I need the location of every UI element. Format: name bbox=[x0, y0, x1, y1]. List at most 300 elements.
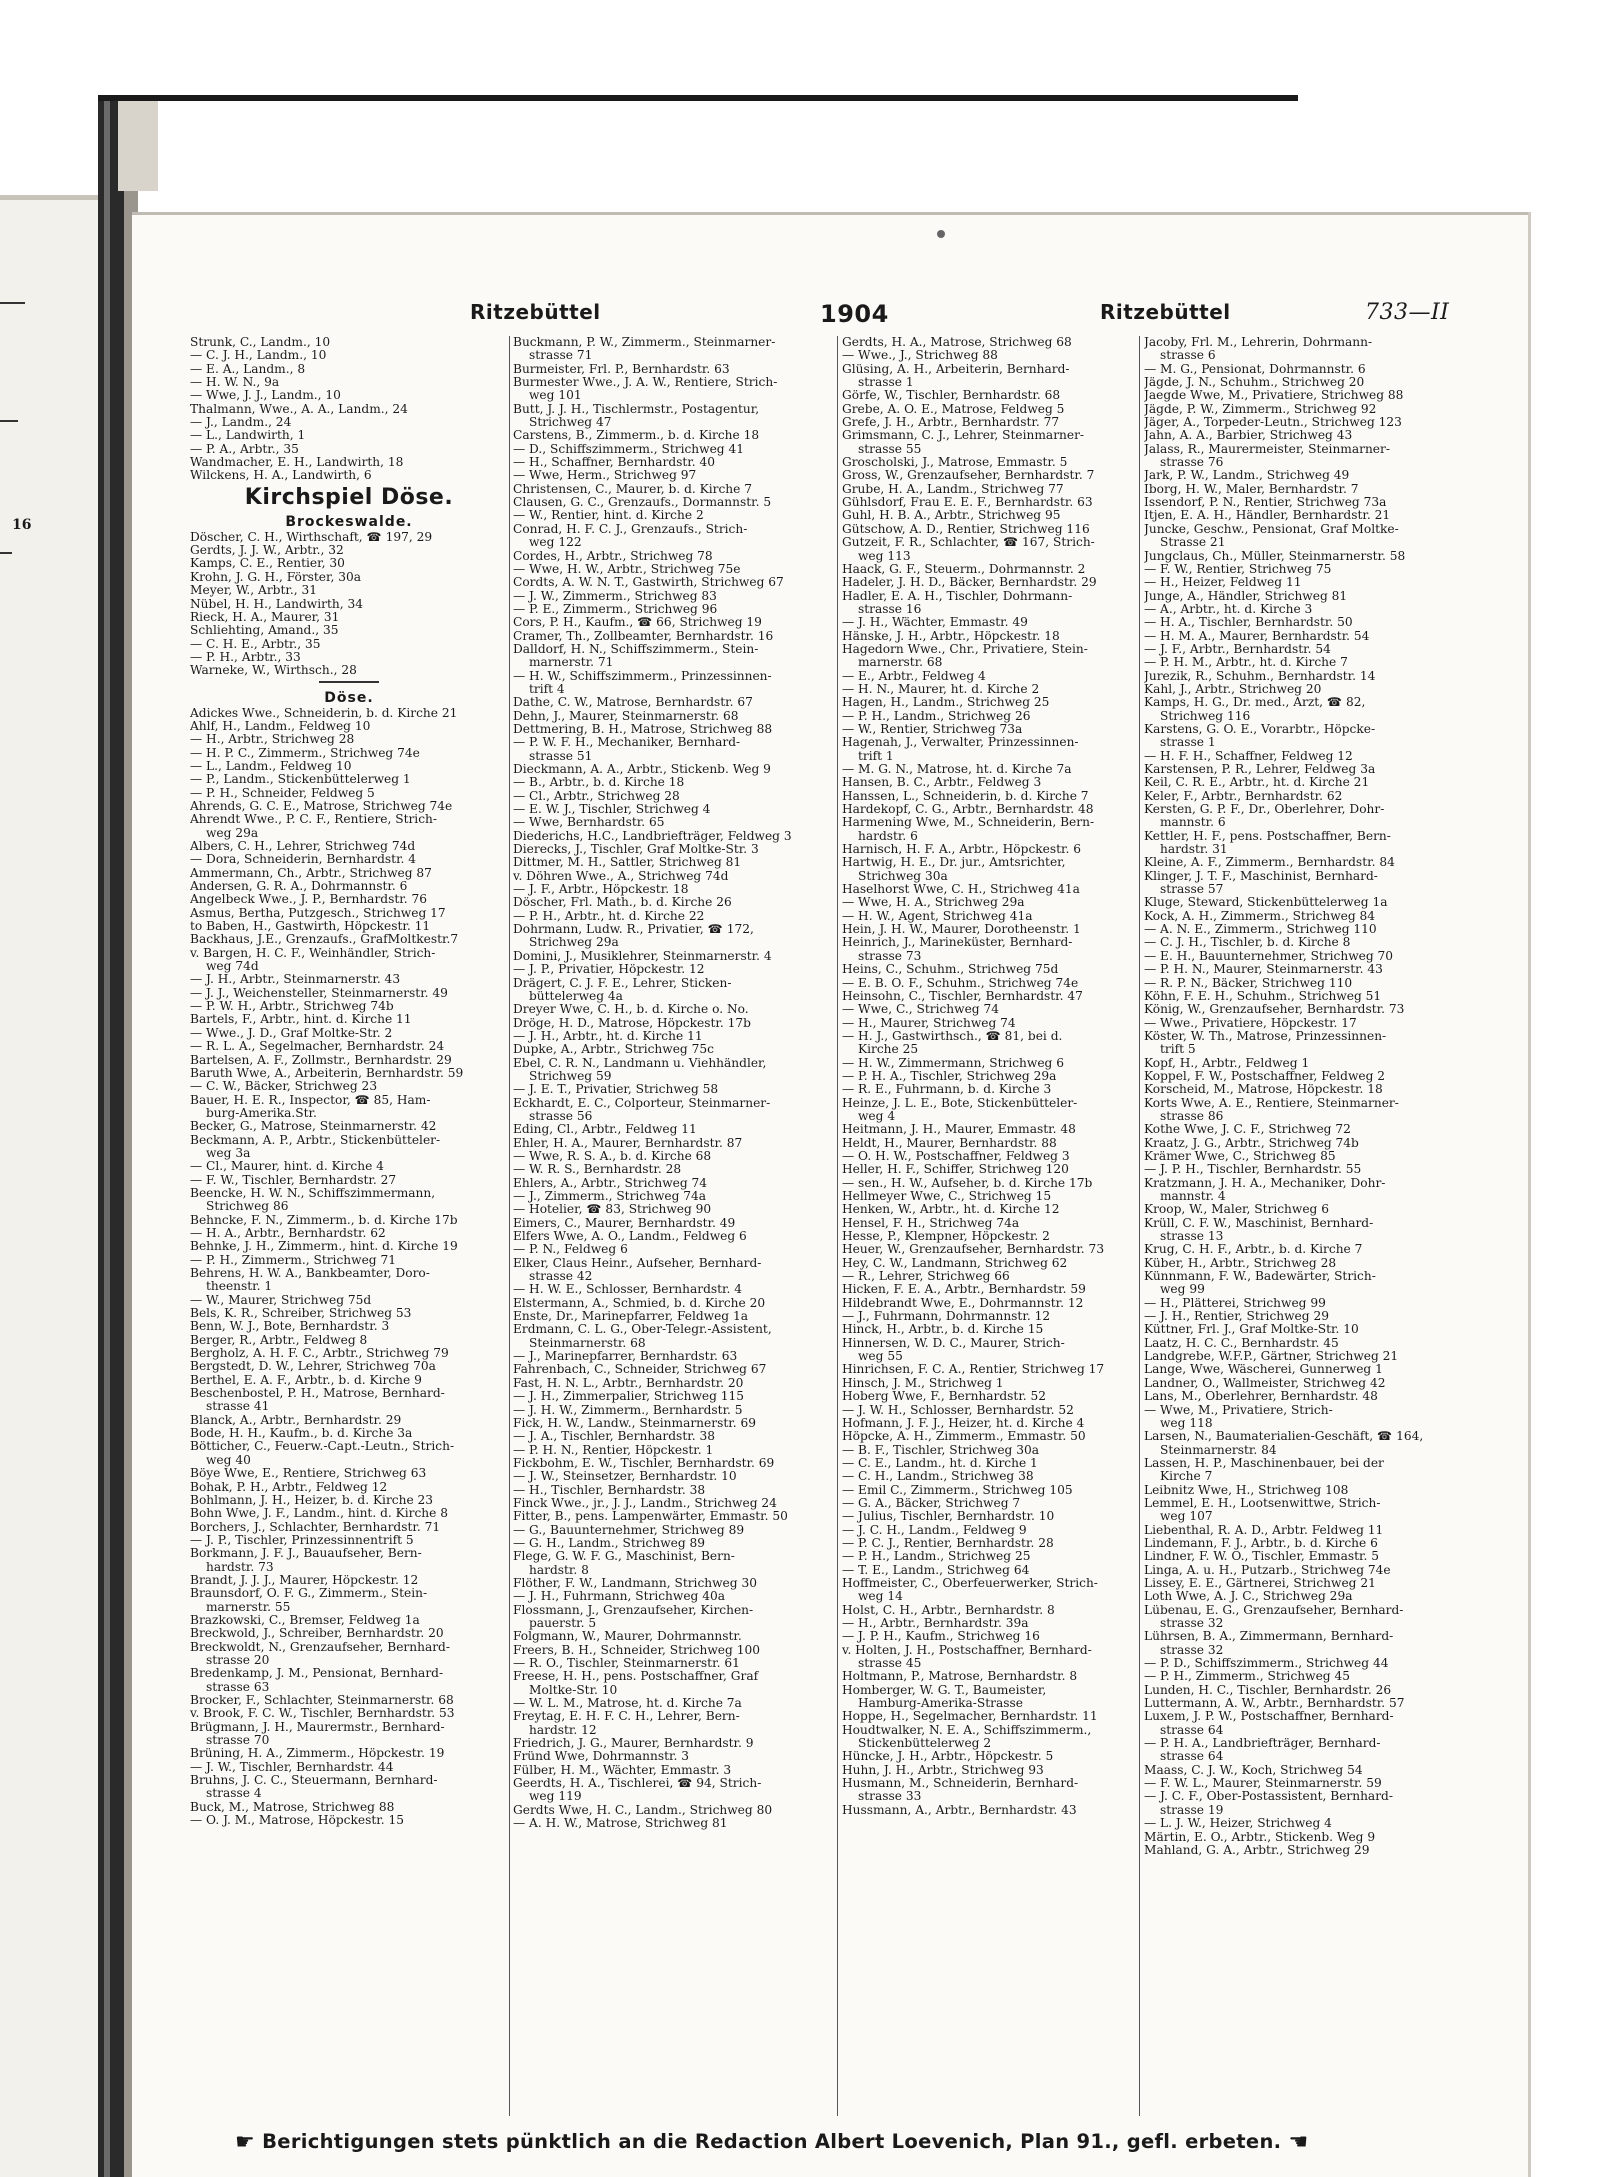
directory-entry: Guhl, H. B. A., Arbtr., Strichweg 95 bbox=[842, 509, 1061, 523]
directory-entry: Holst, C. H., Arbtr., Bernhardstr. 8 bbox=[842, 1603, 1055, 1617]
directory-entry: Lübenau, E. G., Grenzaufseher, Bernhard- bbox=[1144, 1603, 1404, 1617]
pointing-hand-icon: ☚ bbox=[1288, 2130, 1309, 2155]
directory-entry: Kamps, C. E., Rentier, 30 bbox=[190, 557, 345, 571]
directory-entry: Hofmann, J. F. J., Heizer, ht. d. Kirche 4 bbox=[842, 1416, 1085, 1430]
directory-entry: Glüsing, A. H., Arbeiterin, Bernhard- bbox=[842, 362, 1070, 376]
directory-entry: Heinze, J. L. E., Bote, Stickenbütteler- bbox=[842, 1096, 1078, 1110]
directory-entry: Künnmann, F. W., Badewärter, Strich- bbox=[1144, 1270, 1376, 1284]
directory-entry: — P. H., Arbtr., 33 bbox=[190, 650, 301, 664]
directory-entry: — J. H., Arbtr., Steinmarnerstr. 43 bbox=[190, 973, 401, 987]
directory-entry: Köhn, F. E. H., Schuhm., Strichweg 51 bbox=[1144, 989, 1382, 1003]
directory-entry: — W., Maurer, Strichweg 75d bbox=[190, 1293, 372, 1307]
directory-entry: — Cl., Arbtr., Strichweg 28 bbox=[513, 789, 680, 803]
directory-entry: Breckwold, J., Schreiber, Bernhardstr. 20 bbox=[190, 1627, 444, 1641]
directory-entry: Fahrenbach, C., Schneider, Strichweg 67 bbox=[513, 1363, 767, 1377]
directory-entry: — E. A., Landm., 8 bbox=[190, 362, 306, 376]
directory-entry: — A. N. E., Zimmerm., Strichweg 110 bbox=[1144, 923, 1377, 937]
entry-continuation: marnerstr. 55 bbox=[206, 1600, 291, 1614]
directory-entry: Leibnitz Wwe, H., Strichweg 108 bbox=[1144, 1483, 1349, 1497]
directory-entry: Hensel, F. H., Strichweg 74a bbox=[842, 1216, 1020, 1230]
directory-entry: Flossmann, J., Grenzaufseher, Kirchen- bbox=[513, 1603, 754, 1617]
directory-entry: Erdmann, C. L. G., Ober-Telegr.-Assistent, bbox=[513, 1323, 772, 1337]
entry-continuation: trift 1 bbox=[858, 749, 894, 763]
entry-continuation: strasse 86 bbox=[1160, 1109, 1224, 1123]
directory-entry: — Cl., Maurer, hint. d. Kirche 4 bbox=[190, 1160, 384, 1174]
directory-entry: Hicken, F. E. A., Arbtr., Bernhardstr. 59 bbox=[842, 1283, 1086, 1297]
directory-entry: — R. E., Fuhrmann, b. d. Kirche 3 bbox=[842, 1083, 1052, 1097]
directory-entry: — J. H., Fuhrmann, Strichweg 40a bbox=[513, 1590, 725, 1604]
entry-continuation: weg 119 bbox=[529, 1790, 582, 1804]
directory-entry: Clausen, G. C., Grenzaufs., Dormannstr. 5 bbox=[513, 496, 772, 510]
directory-entry: Bredenkamp, J. M., Pensionat, Bernhard- bbox=[190, 1667, 444, 1681]
directory-entry: Elfers Wwe, A. O., Landm., Feldweg 6 bbox=[513, 1230, 747, 1244]
entry-continuation: strasse 76 bbox=[1160, 456, 1224, 470]
directory-entry: Dieckmann, A. A., Arbtr., Stickenb. Weg 9 bbox=[513, 763, 771, 776]
entry-continuation: strasse 1 bbox=[1160, 736, 1216, 750]
entry-continuation: strasse 41 bbox=[206, 1400, 270, 1414]
entry-continuation: weg 40 bbox=[206, 1453, 251, 1467]
directory-entry: Elker, Claus Heinr., Aufseher, Bernhard- bbox=[513, 1256, 762, 1270]
directory-entry: — J. W. H., Schlosser, Bernhardstr. 52 bbox=[842, 1403, 1074, 1417]
entry-continuation: trift 4 bbox=[529, 682, 565, 696]
directory-entry: — P. H., Zimmerm., Strichweg 45 bbox=[1144, 1670, 1350, 1684]
directory-entry: Bohn Wwe, J. F., Landm., hint. d. Kirche 8 bbox=[190, 1507, 448, 1521]
entry-continuation: weg 99 bbox=[1160, 1283, 1205, 1297]
directory-entry: Flöther, F. W., Landmann, Strichweg 30 bbox=[513, 1576, 757, 1590]
entry-continuation: strasse 20 bbox=[206, 1653, 270, 1667]
directory-entry: Korscheid, M., Matrose, Höpckestr. 18 bbox=[1144, 1083, 1383, 1097]
directory-entry: Lindemann, F. J., Arbtr., b. d. Kirche 6 bbox=[1144, 1536, 1378, 1550]
directory-entry: Nübel, H. H., Landwirth, 34 bbox=[190, 597, 363, 611]
directory-entry: — H., Plätterei, Strichweg 99 bbox=[1144, 1296, 1326, 1310]
entry-continuation: weg 101 bbox=[529, 389, 582, 403]
entry-continuation: büttelerweg 4a bbox=[529, 989, 623, 1003]
entry-continuation: strasse 64 bbox=[1160, 1723, 1224, 1737]
directory-entry: Cors, P. H., Kaufm., ☎ 66, Strichweg 19 bbox=[513, 616, 762, 630]
entry-continuation: strasse 63 bbox=[206, 1680, 270, 1694]
directory-entry: Buckmann, P. W., Zimmerm., Steinmarner- bbox=[513, 336, 776, 349]
directory-entry: — Wwe, M., Privatiere, Strich- bbox=[1144, 1403, 1333, 1417]
footer-notice: Berichtigungen stets pünktlich an die Redaction Albert Loevenich, Plan 91., gefl. erbeten. bbox=[262, 2130, 1282, 2153]
directory-entry: — P. D., Schiffszimmerm., Strichweg 44 bbox=[1144, 1657, 1389, 1671]
directory-entry: Brandt, J. J. J., Maurer, Höpckestr. 12 bbox=[190, 1573, 419, 1587]
directory-entry: Kamps, H. G., Dr. med., Arzt, ☎ 82, bbox=[1144, 696, 1366, 710]
directory-entry: — P. H., Landm., Strichweg 25 bbox=[842, 1550, 1031, 1564]
entry-continuation: weg 4 bbox=[858, 1109, 896, 1123]
directory-entry: — C. J. H., Landm., 10 bbox=[190, 349, 327, 363]
directory-entry: Koppel, F. W., Postschaffner, Feldweg 2 bbox=[1144, 1069, 1386, 1083]
directory-entry: — J. C. F., Ober-Postassistent, Bernhard- bbox=[1144, 1790, 1393, 1804]
directory-entry: Beschenbostel, P. H., Matrose, Bernhard- bbox=[190, 1387, 445, 1401]
directory-entry: Conrad, H. F. C. J., Grenzaufs., Strich- bbox=[513, 522, 748, 536]
directory-entry: — H. W., Zimmermann, Strichweg 6 bbox=[842, 1056, 1064, 1070]
directory-entry: — H., Schaffner, Bernhardstr. 40 bbox=[513, 456, 716, 470]
column-divider bbox=[837, 336, 838, 2116]
directory-entry: Backhaus, J.E., Grenzaufs., GrafMoltkestr.7 bbox=[190, 933, 459, 947]
directory-entry: Freese, H. H., pens. Postschaffner, Graf bbox=[513, 1670, 759, 1684]
entry-continuation: Strichweg 59 bbox=[529, 1069, 612, 1083]
entry-continuation: strasse 70 bbox=[206, 1734, 270, 1748]
directory-entry: Kroop, W., Maler, Strichweg 6 bbox=[1144, 1203, 1329, 1217]
directory-entry: Hinnersen, W. D. C., Maurer, Strich- bbox=[842, 1336, 1065, 1350]
directory-entry: Hoffmeister, C., Oberfeuerwerker, Strich- bbox=[842, 1576, 1098, 1590]
directory-entry: Houdtwalker, N. E. A., Schiffszimmerm., bbox=[842, 1723, 1092, 1737]
entry-continuation: strasse 13 bbox=[1160, 1230, 1224, 1244]
directory-entry: Döscher, C. H., Wirthschaft, ☎ 197, 29 bbox=[190, 530, 433, 544]
directory-entry: Lemmel, E. H., Lootsenwittwe, Strich- bbox=[1144, 1496, 1381, 1510]
directory-entry: Juncke, Geschw., Pensionat, Graf Moltke- bbox=[1144, 522, 1399, 536]
directory-entry: Harmening Wwe, M., Schneiderin, Bern- bbox=[842, 816, 1095, 830]
directory-entry: Iborg, H. W., Maler, Bernhardstr. 7 bbox=[1144, 482, 1359, 496]
directory-entry: — J. W., Tischler, Bernhardstr. 44 bbox=[190, 1760, 394, 1774]
directory-entry: — P. C. J., Rentier, Bernhardstr. 28 bbox=[842, 1536, 1054, 1550]
directory-entry: Görfe, W., Tischler, Bernhardstr. 68 bbox=[842, 389, 1061, 403]
directory-entry: Dierecks, J., Tischler, Graf Moltke-Str. 3 bbox=[513, 843, 759, 857]
directory-entry: Cramer, Th., Zollbeamter, Bernhardstr. 16 bbox=[513, 629, 774, 643]
directory-entry: — H., Arbtr., Strichweg 28 bbox=[190, 733, 355, 747]
directory-entry: — P. E., Zimmerm., Strichweg 96 bbox=[513, 602, 718, 616]
directory-entry: Behrens, H. W. A., Bankbeamter, Doro- bbox=[190, 1267, 430, 1280]
entry-continuation: strasse 33 bbox=[858, 1790, 922, 1804]
directory-column-2 bbox=[513, 336, 831, 2106]
directory-entry: Hey, C. W., Landmann, Strichweg 62 bbox=[842, 1256, 1068, 1270]
directory-entry: v. Bargen, H. C. F., Weinhändler, Strich- bbox=[190, 946, 436, 960]
directory-entry: — J. F., Arbtr., Höpckestr. 18 bbox=[513, 883, 689, 897]
directory-entry: — P. H. A., Landbriefträger, Bernhard- bbox=[1144, 1737, 1381, 1751]
directory-entry: Mahland, G. A., Arbtr., Strichweg 29 bbox=[1144, 1843, 1370, 1857]
directory-entry: Dröge, H. D., Matrose, Höpckestr. 17b bbox=[513, 1016, 751, 1030]
directory-entry: — E., Arbtr., Feldweg 4 bbox=[842, 669, 986, 683]
directory-entry: — G. H., Landm., Strichweg 89 bbox=[513, 1536, 706, 1550]
entry-continuation: strasse 32 bbox=[1160, 1617, 1224, 1630]
directory-entry: Kratzmann, J. H. A., Mechaniker, Dohr- bbox=[1144, 1176, 1386, 1190]
directory-entry: Diederichs, H.C., Landbriefträger, Feldweg 3 bbox=[513, 829, 792, 843]
directory-entry: Haselhorst Wwe, C. H., Strichweg 41a bbox=[842, 883, 1080, 897]
directory-entry: Kopf, H., Arbtr., Feldweg 1 bbox=[1144, 1056, 1310, 1070]
directory-entry: Meyer, W., Arbtr., 31 bbox=[190, 584, 317, 598]
directory-entry: — O. H. W., Postschaffner, Feldweg 3 bbox=[842, 1149, 1070, 1163]
directory-entry: v. Brook, F. C. W., Tischler, Bernhardstr. 53 bbox=[190, 1707, 455, 1721]
directory-entry: — B., Arbtr., b. d. Kirche 18 bbox=[513, 776, 685, 790]
entry-continuation: Steinmarnerstr. 68 bbox=[529, 1336, 646, 1350]
directory-entry: Benn, W. J., Bote, Bernhardstr. 3 bbox=[190, 1320, 390, 1334]
directory-entry: — Wwe, C., Strichweg 74 bbox=[842, 1003, 999, 1017]
directory-entry: — P. A., Arbtr., 35 bbox=[190, 442, 299, 456]
directory-entry: — P., Landm., Stickenbüttelerweg 1 bbox=[190, 773, 411, 787]
directory-entry: — Wwe., J., Strichweg 88 bbox=[842, 349, 998, 363]
directory-entry: — J. H., Zimmerpalier, Strichweg 115 bbox=[513, 1390, 745, 1404]
directory-entry: Hinsch, J. M., Strichweg 1 bbox=[842, 1376, 1004, 1390]
directory-entry: Hanssen, L., Schneiderin, b. d. Kirche 7 bbox=[842, 789, 1089, 803]
entry-continuation: Strichweg 30a bbox=[858, 869, 948, 883]
directory-entry: — F. W. L., Maurer, Steinmarnerstr. 59 bbox=[1144, 1777, 1382, 1791]
directory-entry: Hoberg Wwe, F., Bernhardstr. 52 bbox=[842, 1390, 1047, 1404]
directory-entry: — H. P. C., Zimmerm., Strichweg 74e bbox=[190, 746, 420, 760]
directory-entry: — T. E., Landm., Strichweg 64 bbox=[842, 1563, 1030, 1577]
entry-continuation: trift 5 bbox=[1160, 1043, 1196, 1057]
directory-entry: Keil, C. R. E., Arbtr., ht. d. Kirche 21 bbox=[1144, 776, 1370, 790]
directory-entry: Bruhns, J. C. C., Steuermann, Bernhard- bbox=[190, 1774, 438, 1788]
directory-entry: Elstermann, A., Schmied, b. d. Kirche 20 bbox=[513, 1296, 766, 1310]
directory-entry: Krohn, J. G. H., Förster, 30a bbox=[190, 570, 362, 584]
directory-entry: Lührsen, B. A., Zimmermann, Bernhard- bbox=[1144, 1630, 1394, 1644]
directory-entry: Beencke, H. W. N., Schiffszimmermann, bbox=[190, 1186, 436, 1200]
directory-entry: Krug, C. H. F., Arbtr., b. d. Kirche 7 bbox=[1144, 1243, 1363, 1257]
directory-entry: Dohrmann, Ludw. R., Privatier, ☎ 172, bbox=[513, 923, 754, 937]
directory-entry: Kleine, A. F., Zimmerm., Bernhardstr. 84 bbox=[1144, 856, 1395, 870]
directory-entry: Lindner, F. W. O., Tischler, Emmastr. 5 bbox=[1144, 1550, 1379, 1564]
entry-continuation: marnerstr. 68 bbox=[858, 656, 943, 670]
directory-entry: — A., Arbtr., ht. d. Kirche 3 bbox=[1144, 602, 1313, 616]
directory-entry: Hoppe, H., Segelmacher, Bernhardstr. 11 bbox=[842, 1710, 1098, 1724]
directory-entry: Schliehting, Amand., 35 bbox=[190, 624, 339, 638]
directory-entry: Holtmann, P., Matrose, Bernhardstr. 8 bbox=[842, 1670, 1078, 1684]
directory-entry: Grefe, J. H., Arbtr., Bernhardstr. 77 bbox=[842, 416, 1060, 430]
directory-entry: — O. J. M., Matrose, Höpckestr. 15 bbox=[190, 1814, 404, 1828]
directory-entry: — P. H. M., Arbtr., ht. d. Kirche 7 bbox=[1144, 656, 1348, 670]
directory-entry: — H., Arbtr., Bernhardstr. 39a bbox=[842, 1617, 1029, 1630]
directory-entry: Grimsmann, C. J., Lehrer, Steinmarner- bbox=[842, 429, 1085, 443]
directory-entry: Christensen, C., Maurer, b. d. Kirche 7 bbox=[513, 482, 752, 496]
pointing-hand-icon: ☛ bbox=[235, 2130, 256, 2155]
directory-entry: Angelbeck Wwe., J. P., Bernhardstr. 76 bbox=[190, 893, 427, 907]
directory-entry: Kock, A. H., Zimmerm., Strichweg 84 bbox=[1144, 909, 1376, 923]
directory-entry: — F. W., Rentier, Strichweg 75 bbox=[1144, 562, 1332, 576]
directory-entry: — C. H. E., Arbtr., 35 bbox=[190, 637, 321, 651]
directory-entry: Lissey, E. E., Gärtnerei, Strichweg 21 bbox=[1144, 1576, 1376, 1590]
directory-entry: Dalldorf, H. N., Schiffszimmerm., Stein- bbox=[513, 642, 759, 656]
directory-entry: Brüning, H. A., Zimmerm., Höpckestr. 19 bbox=[190, 1747, 445, 1761]
directory-entry: Heldt, H., Maurer, Bernhardstr. 88 bbox=[842, 1136, 1057, 1150]
directory-entry: Kluge, Steward, Stickenbüttelerweg 1a bbox=[1144, 896, 1388, 910]
directory-entry: Ahrends, G. C. E., Matrose, Strichweg 74e bbox=[190, 799, 453, 813]
directory-entry: — P. H. N., Maurer, Steinmarnerstr. 43 bbox=[1144, 963, 1383, 977]
directory-entry: Fickbohm, E. W., Tischler, Bernhardstr. 69 bbox=[513, 1456, 775, 1470]
entry-continuation: weg 122 bbox=[529, 536, 582, 550]
entry-continuation: hardstr. 6 bbox=[858, 829, 918, 843]
directory-entry: Lange, Wwe, Wäscherei, Gunnerweg 1 bbox=[1144, 1363, 1383, 1377]
directory-entry: Karstens, G. O. E., Vorarbtr., Höpcke- bbox=[1144, 722, 1376, 736]
directory-entry: Butt, J. J. H., Tischlermstr., Postagentur, bbox=[513, 402, 760, 416]
directory-entry: Fast, H. N. L., Arbtr., Bernhardstr. 20 bbox=[513, 1376, 744, 1390]
section-title: Kirchspiel Döse. bbox=[244, 484, 454, 510]
directory-entry: Dehn, J., Maurer, Steinmarnerstr. 68 bbox=[513, 709, 739, 723]
header-place-right: Ritzebüttel bbox=[1100, 300, 1231, 324]
entry-continuation: strasse 1 bbox=[858, 376, 914, 390]
directory-entry: — Wwe., Privatiere, Höpckestr. 17 bbox=[1144, 1016, 1357, 1030]
directory-entry: Köster, W. Th., Matrose, Prinzessinnen- bbox=[1144, 1029, 1387, 1043]
directory-entry: Gross, W., Grenzaufseher, Bernhardstr. 7 bbox=[842, 469, 1095, 483]
directory-entry: Hagen, H., Landm., Strichweg 25 bbox=[842, 696, 1050, 710]
directory-entry: Jäger, A., Torpeder-Leutn., Strichweg 123 bbox=[1144, 416, 1402, 430]
entry-continuation: Kirche 7 bbox=[1160, 1470, 1213, 1484]
directory-entry: Linga, A. u. H., Putzarb., Strichweg 74e bbox=[1144, 1563, 1391, 1577]
directory-entry: Wilckens, H. A., Landwirth, 6 bbox=[190, 469, 372, 483]
directory-entry: Bötticher, C., Feuerw.-Capt.-Leutn., Strich- bbox=[190, 1440, 455, 1454]
directory-entry: — L., Landm., Feldweg 10 bbox=[190, 759, 352, 773]
directory-entry: Hesse, P., Klempner, Höpckestr. 2 bbox=[842, 1230, 1050, 1244]
entry-continuation: weg 113 bbox=[858, 549, 911, 563]
directory-entry: — J. H., Rentier, Strichweg 29 bbox=[1144, 1310, 1329, 1324]
directory-column-1 bbox=[190, 336, 508, 2106]
entry-continuation: weg 107 bbox=[1160, 1510, 1213, 1524]
directory-entry: Rieck, H. A., Maurer, 31 bbox=[190, 610, 340, 624]
directory-entry: Hardekopf, C. G., Arbtr., Bernhardstr. 48 bbox=[842, 803, 1094, 817]
directory-entry: Bartels, F., Arbtr., hint. d. Kirche 11 bbox=[190, 1013, 412, 1027]
directory-entry: Dreyer Wwe, C. H., b. d. Kirche o. No. bbox=[513, 1003, 749, 1017]
directory-entry: Junge, A., Händler, Strichweg 81 bbox=[1144, 589, 1348, 603]
directory-entry: Fülber, H. M., Wächter, Emmastr. 3 bbox=[513, 1763, 732, 1777]
directory-entry: Bergstedt, D. W., Lehrer, Strichweg 70a bbox=[190, 1360, 436, 1374]
directory-entry: — H. A., Tischler, Bernhardstr. 50 bbox=[1144, 616, 1353, 630]
directory-entry: — H. A., Arbtr., Bernhardstr. 62 bbox=[190, 1226, 386, 1240]
directory-entry: — P. H., Schneider, Feldweg 5 bbox=[190, 786, 375, 800]
directory-entry: — E. H., Bauunternehmer, Strichweg 70 bbox=[1144, 949, 1394, 963]
directory-entry: — E. B. O. F., Schuhm., Strichweg 74e bbox=[842, 976, 1079, 990]
directory-entry: Laatz, H. C. C., Bernhardstr. 45 bbox=[1144, 1336, 1339, 1350]
directory-entry: Gerdts, J. J. W., Arbtr., 32 bbox=[190, 544, 344, 558]
directory-entry: Eckhardt, E. C., Colporteur, Steinmarner- bbox=[513, 1096, 771, 1110]
directory-entry: Baruth Wwe, A., Arbeiterin, Bernhardstr. 59 bbox=[190, 1066, 464, 1080]
directory-entry: Bohlmann, J. H., Heizer, b. d. Kirche 23 bbox=[190, 1493, 434, 1507]
directory-entry: Bergholz, A. H. F. C., Arbtr., Strichweg 79 bbox=[190, 1347, 449, 1361]
directory-entry: Andersen, G. R. A., Dohrmannstr. 6 bbox=[190, 880, 408, 894]
directory-entry: Asmus, Bertha, Putzgesch., Strichweg 17 bbox=[190, 906, 446, 920]
directory-entry: — P. N., Feldweg 6 bbox=[513, 1243, 628, 1257]
directory-entry: — H. W. E., Schlosser, Bernhardstr. 4 bbox=[513, 1283, 743, 1297]
directory-entry: Carstens, B., Zimmerm., b. d. Kirche 18 bbox=[513, 429, 760, 443]
directory-entry: Freers, B. H., Schneider, Strichweg 100 bbox=[513, 1643, 760, 1657]
directory-entry: Klinger, J. T. F., Maschinist, Bernhard- bbox=[1144, 869, 1378, 883]
directory-entry: Ehlers, A., Arbtr., Strichweg 74 bbox=[513, 1176, 708, 1190]
directory-entry: — J. A., Tischler, Bernhardstr. 38 bbox=[513, 1430, 715, 1444]
entry-continuation: strasse 45 bbox=[858, 1657, 922, 1671]
directory-entry: — J. P. H., Tischler, Bernhardstr. 55 bbox=[1144, 1163, 1362, 1177]
entry-continuation: strasse 73 bbox=[858, 949, 922, 963]
entry-continuation: Stickenbüttelerweg 2 bbox=[858, 1737, 992, 1751]
margin-page-number: 16 bbox=[12, 517, 32, 533]
entry-continuation: weg 29a bbox=[206, 826, 259, 840]
directory-entry: Kraatz, J. G., Arbtr., Strichweg 74b bbox=[1144, 1136, 1359, 1150]
header-page-number: 733—II bbox=[1365, 300, 1450, 325]
directory-entry: Höpcke, A. H., Zimmerm., Emmastr. 50 bbox=[842, 1430, 1086, 1444]
directory-entry: Jägde, J. N., Schuhm., Strichweg 20 bbox=[1144, 376, 1365, 390]
directory-entry: — J. W., Zimmerm., Strichweg 83 bbox=[513, 589, 717, 603]
directory-entry: — J. F., Arbtr., Bernhardstr. 54 bbox=[1144, 642, 1331, 656]
directory-entry: — J., Fuhrmann, Dohrmannstr. 12 bbox=[842, 1310, 1051, 1324]
directory-entry: — J. H., Arbtr., ht. d. Kirche 11 bbox=[513, 1029, 703, 1043]
directory-entry: Husmann, M., Schneiderin, Bernhard- bbox=[842, 1777, 1079, 1791]
directory-entry: Ebel, C. R. N., Landmann u. Viehhändler, bbox=[513, 1056, 767, 1070]
directory-entry: — J. W., Steinsetzer, Bernhardstr. 10 bbox=[513, 1470, 737, 1484]
directory-entry: Kahl, J., Arbtr., Strichweg 20 bbox=[1144, 682, 1322, 696]
directory-entry: Grebe, A. O. E., Matrose, Feldweg 5 bbox=[842, 402, 1065, 416]
directory-entry: — H. F. H., Schaffner, Feldweg 12 bbox=[1144, 749, 1353, 763]
directory-entry: — M. G., Pensionat, Dohrmannstr. 6 bbox=[1144, 362, 1366, 376]
margin-dash bbox=[0, 420, 18, 422]
entry-continuation: Hamburg-Amerika-Strasse bbox=[858, 1697, 1023, 1711]
entry-continuation: hardstr. 31 bbox=[1160, 843, 1228, 857]
directory-entry: Thalmann, Wwe., A. A., Landm., 24 bbox=[190, 402, 408, 416]
section-subtitle: Brockeswalde. bbox=[285, 513, 413, 530]
directory-entry: Hussmann, A., Arbtr., Bernhardstr. 43 bbox=[842, 1803, 1077, 1817]
directory-entry: Jaegde Wwe, M., Privatiere, Strichweg 88 bbox=[1144, 389, 1404, 403]
entry-continuation: Strasse 21 bbox=[1160, 536, 1226, 550]
directory-entry: — L., Landwirth, 1 bbox=[190, 429, 306, 443]
directory-entry: — P. H., Zimmerm., Strichweg 71 bbox=[190, 1253, 396, 1267]
entry-continuation: strasse 42 bbox=[529, 1270, 593, 1284]
directory-entry: — C. H., Landm., Strichweg 38 bbox=[842, 1470, 1034, 1484]
directory-entry: — R. L. A., Segelmacher, Bernhardstr. 24 bbox=[190, 1040, 445, 1054]
directory-entry: Wandmacher, E. H., Landwirth, 18 bbox=[190, 456, 404, 470]
entry-continuation: strasse 57 bbox=[1160, 883, 1224, 897]
directory-entry: — H., Tischler, Bernhardstr. 38 bbox=[513, 1483, 706, 1497]
directory-entry: Hansen, B. C., Arbtr., Feldweg 3 bbox=[842, 776, 1042, 790]
directory-entry: Hadler, E. A. H., Tischler, Dohrmann- bbox=[842, 589, 1073, 603]
directory-entry: Geerdts, H. A., Tischlerei, ☎ 94, Strich- bbox=[513, 1777, 762, 1791]
directory-entry: Luttermann, A. W., Arbtr., Bernhardstr. 57 bbox=[1144, 1697, 1405, 1711]
directory-entry: Buck, M., Matrose, Strichweg 88 bbox=[190, 1800, 395, 1814]
directory-entry: — G., Bauunternehmer, Strichweg 89 bbox=[513, 1523, 745, 1537]
directory-entry: Kersten, G. P. F., Dr., Oberlehrer, Dohr- bbox=[1144, 803, 1385, 817]
directory-entry: Gühlsdorf, Frau E. E. F., Bernhardstr. 63 bbox=[842, 496, 1093, 510]
directory-entry: Landgrebe, W.F.P., Gärtner, Strichweg 21 bbox=[1144, 1350, 1399, 1364]
entry-continuation: burg-Amerika.Str. bbox=[206, 1106, 317, 1120]
margin-dash bbox=[0, 302, 25, 304]
entry-continuation: Steinmarnerstr. 84 bbox=[1160, 1443, 1277, 1457]
entry-continuation: strasse 51 bbox=[529, 749, 593, 763]
directory-entry: to Baben, H., Gastwirth, Höpckestr. 11 bbox=[190, 920, 431, 934]
directory-entry: v. Holten, J. H., Postschaffner, Bernhard- bbox=[842, 1643, 1092, 1657]
directory-entry: — Wwe, J. J., Landm., 10 bbox=[190, 389, 341, 403]
entry-continuation: Moltke-Str. 10 bbox=[529, 1683, 618, 1697]
directory-entry: Huhn, J. H., Arbtr., Strichweg 93 bbox=[842, 1763, 1044, 1777]
directory-entry: Berger, R., Arbtr., Feldweg 8 bbox=[190, 1333, 368, 1347]
directory-entry: Döscher, Frl. Math., b. d. Kirche 26 bbox=[513, 896, 732, 910]
directory-entry: Lans, M., Oberlehrer, Bernhardstr. 48 bbox=[1144, 1390, 1378, 1404]
directory-entry: — Wwe, H. A., Strichweg 29a bbox=[842, 896, 1025, 910]
directory-entry: Burmeister, Frl. P., Bernhardstr. 63 bbox=[513, 362, 730, 376]
directory-entry: Domini, J., Musiklehrer, Steinmarnerstr. 4 bbox=[513, 949, 772, 963]
directory-entry: — F. W., Tischler, Bernhardstr. 27 bbox=[190, 1173, 397, 1187]
directory-entry: — J., Landm., 24 bbox=[190, 416, 292, 430]
directory-entry: — D., Schiffszimmerm., Strichweg 41 bbox=[513, 442, 744, 456]
directory-entry: — P. H., Landm., Strichweg 26 bbox=[842, 709, 1031, 723]
section-rule bbox=[319, 681, 379, 683]
entry-continuation: strasse 6 bbox=[1160, 349, 1216, 363]
directory-entry: Ehler, H. A., Maurer, Bernhardstr. 87 bbox=[513, 1136, 743, 1150]
header-place-left: Ritzebüttel bbox=[470, 300, 601, 324]
directory-entry: Kothe Wwe, J. C. F., Strichweg 72 bbox=[1144, 1123, 1351, 1137]
directory-column-4 bbox=[1144, 336, 1462, 2106]
directory-entry: — Emil C., Zimmerm., Strichweg 105 bbox=[842, 1483, 1073, 1497]
directory-entry: Braunsdorf, O. F. G., Zimmerm., Stein- bbox=[190, 1587, 428, 1601]
directory-entry: Hellmeyer Wwe, C., Strichweg 15 bbox=[842, 1190, 1052, 1203]
directory-entry: Keler, F., Arbtr., Bernhardstr. 62 bbox=[1144, 789, 1343, 803]
directory-entry: Grube, H. A., Landm., Strichweg 77 bbox=[842, 482, 1064, 496]
directory-entry: Ahlf, H., Landm., Feldweg 10 bbox=[190, 719, 371, 733]
directory-entry: — J. H. W., Zimmerm., Bernhardstr. 5 bbox=[513, 1403, 743, 1417]
entry-continuation: strasse 55 bbox=[858, 442, 922, 456]
directory-entry: — Wwe, H. W., Arbtr., Strichweg 75e bbox=[513, 562, 741, 576]
column-divider bbox=[509, 336, 510, 2116]
directory-entry: Henken, W., Arbtr., ht. d. Kirche 12 bbox=[842, 1203, 1060, 1217]
entry-continuation: weg 14 bbox=[858, 1590, 903, 1604]
directory-entry: — H. N., Maurer, ht. d. Kirche 2 bbox=[842, 682, 1040, 696]
entry-continuation: strasse 71 bbox=[529, 349, 593, 363]
directory-entry: Lunden, H. C., Tischler, Bernhardstr. 26 bbox=[1144, 1683, 1392, 1697]
directory-entry: Strunk, C., Landm., 10 bbox=[190, 336, 331, 349]
